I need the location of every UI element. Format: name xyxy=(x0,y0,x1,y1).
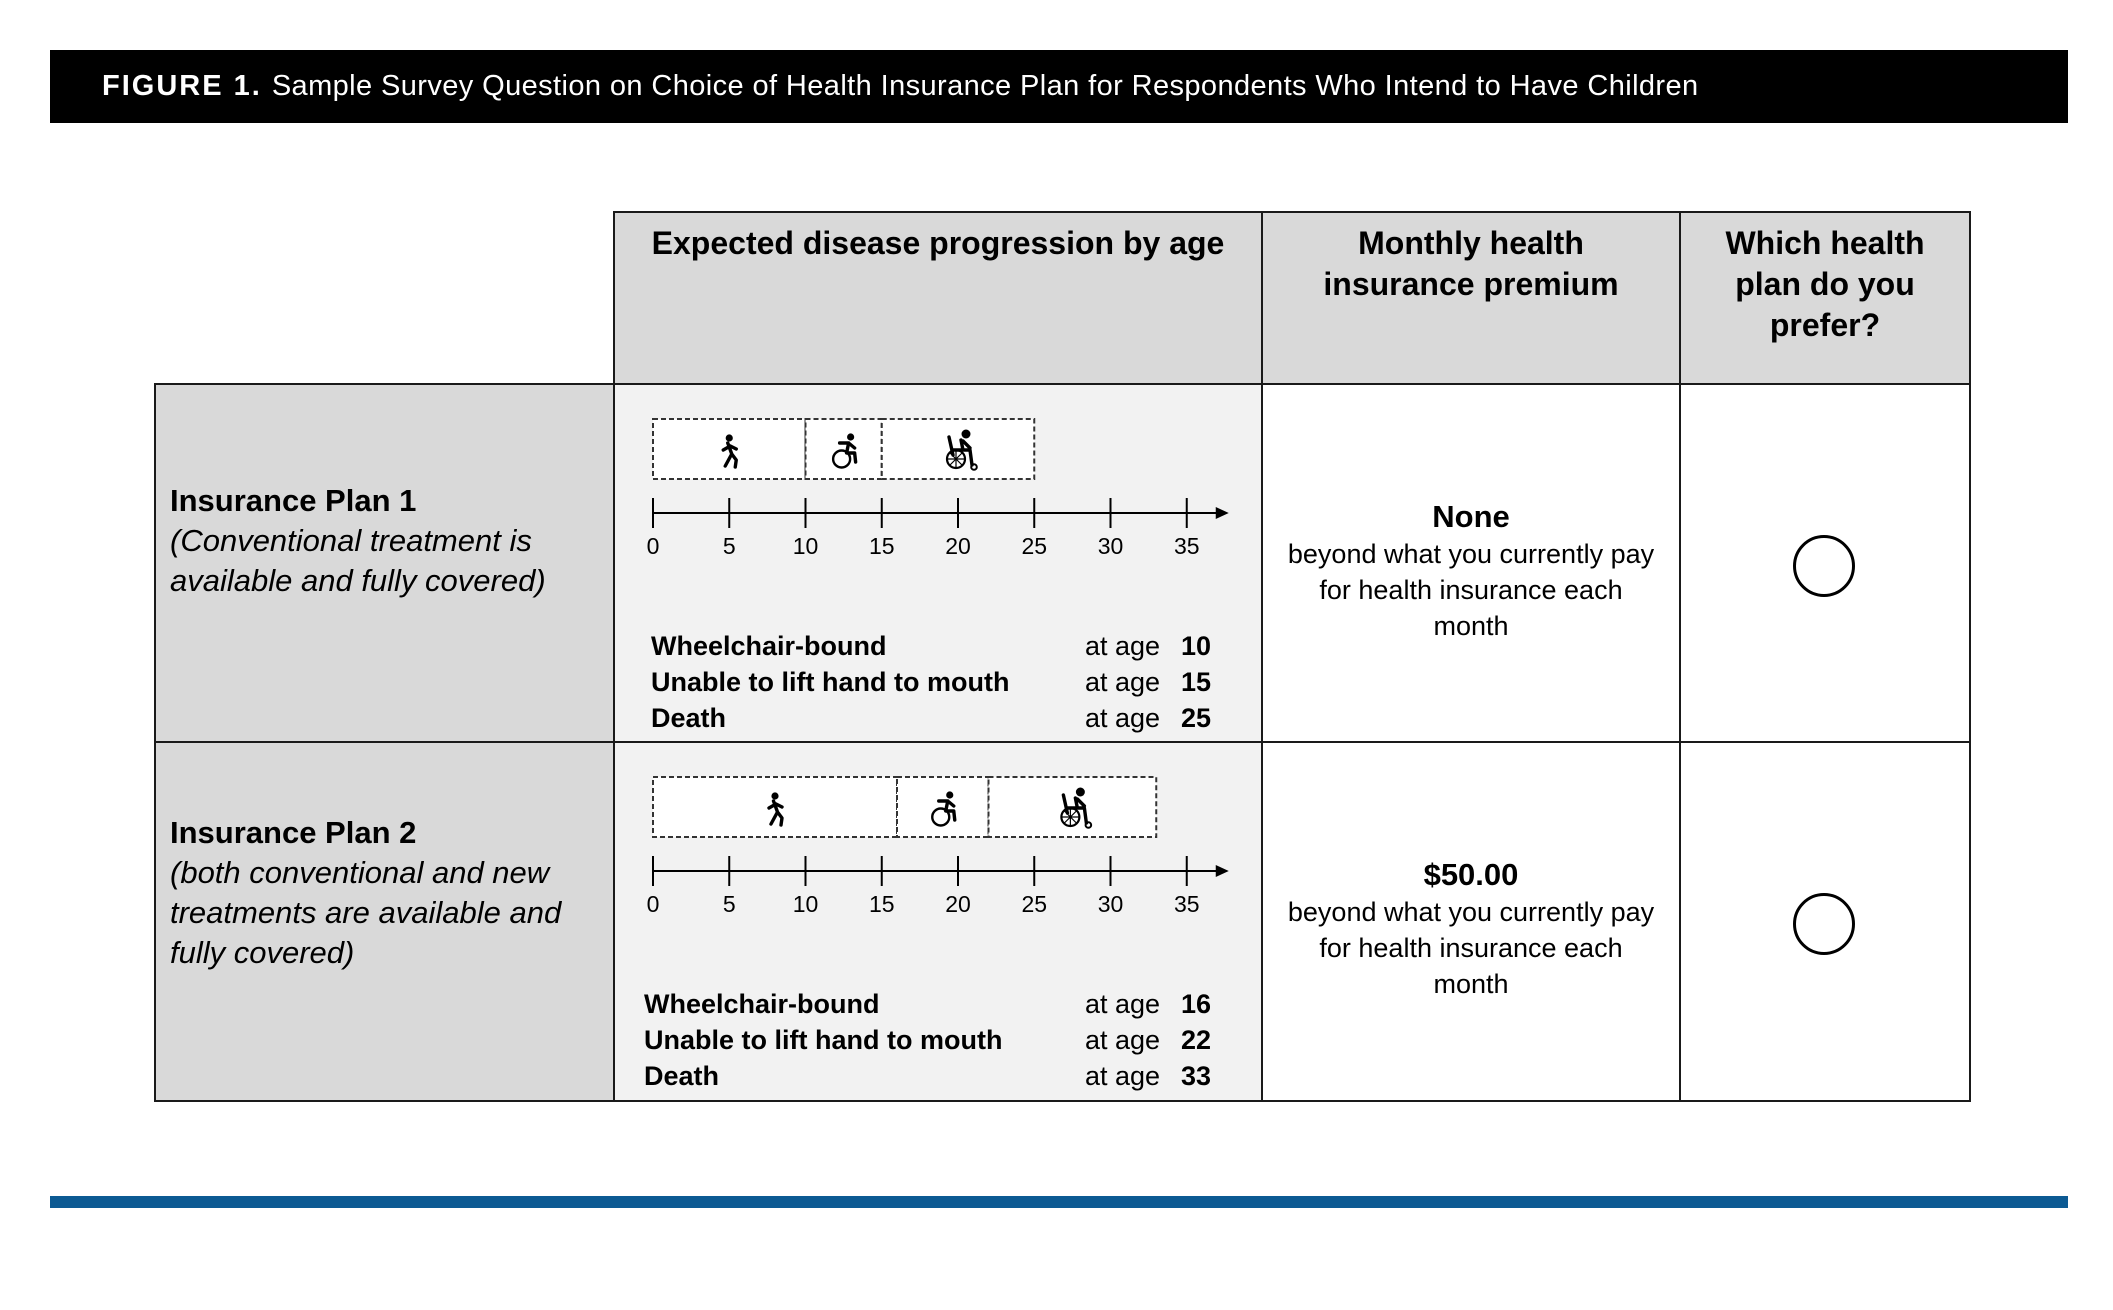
plan-2-progression xyxy=(613,741,1263,1102)
plan-1-progression xyxy=(613,383,1263,743)
plan-2-premium-amount: $50.00 xyxy=(1423,857,1519,892)
timeline-svg xyxy=(615,743,1255,918)
axis-tick-label: 20 xyxy=(945,891,971,917)
event-name: Unable to lift hand to mouth xyxy=(644,1025,1003,1055)
plan-2-event-death xyxy=(615,1058,1261,1094)
plan-1-event-lift-hand xyxy=(615,664,1261,700)
event-at: at age xyxy=(1085,703,1161,733)
axis-tick-label: 25 xyxy=(1021,533,1048,559)
event-age: 33 xyxy=(1181,1061,1212,1091)
event-age: 15 xyxy=(1181,667,1212,697)
event-at: at age xyxy=(1085,667,1161,697)
event-at: at age xyxy=(1085,1061,1161,1091)
axis-tick-label: 30 xyxy=(1097,891,1124,917)
event-age: 16 xyxy=(1181,989,1212,1019)
event-at: at age xyxy=(1085,989,1161,1019)
figure-title: Sample Survey Question on Choice of Health Insurance Plan for Respondents Who Intend to Have Children xyxy=(271,70,1699,102)
axis-tick-label: 10 xyxy=(792,533,819,559)
figure-banner xyxy=(50,50,2068,123)
header-premium-text: Monthly health insurance premium xyxy=(1323,225,1619,302)
plan-1-events xyxy=(615,628,1261,736)
plan-1-event-wheelchair xyxy=(615,628,1261,664)
plan-2-event-wheelchair xyxy=(615,986,1261,1022)
plan-1-choice xyxy=(1679,383,1971,743)
event-name: Wheelchair-bound xyxy=(644,989,880,1019)
event-at: at age xyxy=(1085,1025,1161,1055)
axis-arrow xyxy=(1216,865,1229,877)
plan-1-description: (Conventional treatment is available and fully covered) xyxy=(170,523,546,598)
plan-2-events xyxy=(615,986,1261,1094)
event-name: Death xyxy=(651,703,727,733)
plan-1-title: Insurance Plan 1 xyxy=(170,483,417,518)
plan-1-premium xyxy=(1261,383,1681,743)
event-age: 22 xyxy=(1181,1025,1212,1055)
stage-box-2 xyxy=(897,777,989,837)
bottom-rule xyxy=(50,1196,2068,1208)
axis-tick-label: 15 xyxy=(868,533,895,559)
plan-2-premium-note: beyond what you currently pay for health insurance each month xyxy=(1287,897,1655,999)
event-name: Unable to lift hand to mouth xyxy=(651,667,1010,697)
header-progression-text: Expected disease progression by age xyxy=(651,225,1225,261)
plan-1-premium-note: beyond what you currently pay for health insurance each month xyxy=(1287,539,1655,641)
plan-2-description: (both conventional and new treatments are available and fully covered) xyxy=(170,854,562,970)
event-name: Wheelchair-bound xyxy=(651,631,887,661)
axis-tick-label: 0 xyxy=(646,891,660,917)
header-preference-text: Which health plan do you prefer? xyxy=(1725,225,1925,343)
event-age: 25 xyxy=(1181,703,1212,733)
axis-arrow xyxy=(1216,507,1229,519)
plan-2-title: Insurance Plan 2 xyxy=(170,814,417,850)
plan-1-premium-amount: None xyxy=(1432,499,1510,534)
plan-1-label xyxy=(154,383,615,743)
axis-tick-label: 25 xyxy=(1021,891,1048,917)
plan-2-label xyxy=(154,741,615,1102)
axis-tick-label: 35 xyxy=(1173,533,1200,559)
header-progression xyxy=(613,211,1263,385)
event-age: 10 xyxy=(1181,631,1212,661)
axis-tick-label: 30 xyxy=(1097,533,1124,559)
axis-tick-label: 15 xyxy=(868,891,895,917)
plan-1-radio[interactable] xyxy=(1793,535,1855,597)
plan-2-choice xyxy=(1679,741,1971,1102)
axis-tick-label: 35 xyxy=(1173,891,1200,917)
stage-box-2 xyxy=(806,419,882,479)
axis-tick-label: 20 xyxy=(945,533,971,559)
event-name: Death xyxy=(644,1061,720,1091)
axis-tick-label: 10 xyxy=(792,891,819,917)
plan-2-premium xyxy=(1261,741,1681,1102)
header-premium xyxy=(1261,211,1681,385)
axis-tick-label: 5 xyxy=(722,533,736,559)
event-at: at age xyxy=(1085,631,1161,661)
header-preference xyxy=(1679,211,1971,385)
timeline-svg xyxy=(615,385,1255,560)
plan-2-event-lift-hand xyxy=(615,1022,1261,1058)
plan-1-event-death xyxy=(615,700,1261,736)
figure-label: FIGURE 1. xyxy=(102,70,262,102)
axis-tick-label: 0 xyxy=(646,533,660,559)
plan-2-radio[interactable] xyxy=(1793,893,1855,955)
axis-tick-label: 5 xyxy=(722,891,736,917)
